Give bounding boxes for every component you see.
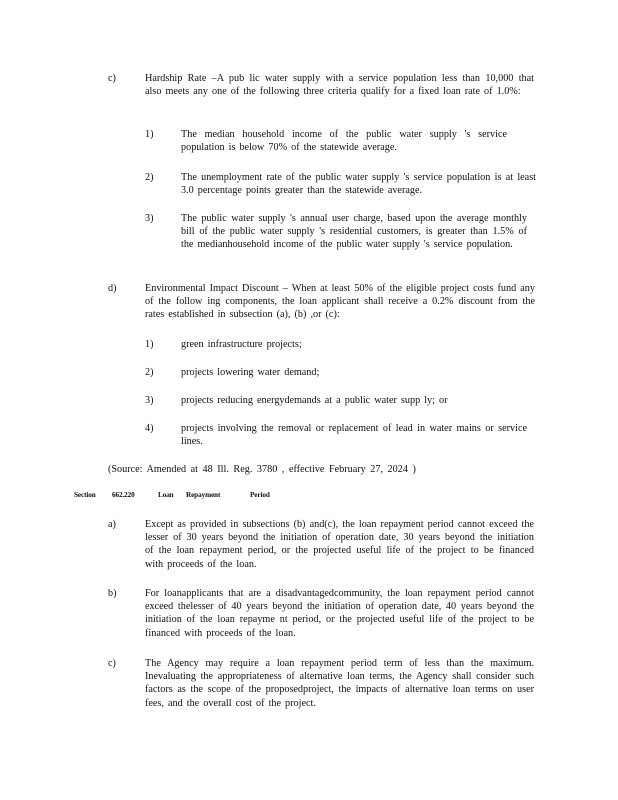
subitem-marker-c2: 2) (145, 172, 154, 183)
repayment-marker-b: b) (108, 588, 117, 599)
subitem-marker-d3: 3) (145, 395, 154, 406)
repayment-marker-a: a) (108, 519, 116, 530)
subitem-marker-c1: 1) (145, 129, 154, 140)
discount-component-water-demand: projects lowering water demand; (181, 367, 320, 378)
section-title-word-2: Repayment (186, 491, 221, 499)
section-title-word-3: Period (250, 491, 270, 499)
subitem-marker-d1: 1) (145, 339, 154, 350)
item-marker-c: c) (108, 73, 116, 84)
section-title-word-1: Loan (158, 491, 174, 499)
discount-component-lead-removal: projects involving the removal or replacement of lead in water mains or service lines. (181, 423, 527, 448)
hardship-criterion-unemployment: The unemployment rate of the public water supply 's service population is at least 3.0 percentage points greater than the statewide average. (181, 172, 536, 197)
discount-component-energy-demands: projects reducing energydemands at a public water supp ly; or (181, 395, 448, 406)
environmental-discount-paragraph: Environmental Impact Discount – When at least 50% of the eligible project costs fund any of the follow ing components, the loan applicant shall receive a 0.2% discount from the rates established in subsection (a), (b) ,or (c): (145, 283, 535, 321)
item-marker-d: d) (108, 283, 117, 294)
repayment-marker-c: c) (108, 658, 116, 669)
subitem-marker-d4: 4) (145, 423, 154, 434)
hardship-criterion-user-charge: The public water supply 's annual user charge, based upon the average monthly bill of the public water supply 's residential customers, is greater than 1.5% of the medianhousehold income of the public water supply 's service population. (181, 213, 527, 251)
section-number: 662.220 (112, 491, 135, 499)
hardship-criterion-income: The median household income of the public water supply 's service population is below 70% of the statewide average. (181, 129, 507, 154)
subitem-marker-c3: 3) (145, 213, 154, 224)
hardship-rate-paragraph: Hardship Rate –A pub lic water supply with a service population less than 10,000 that also meets any one of the following three criteria qualify for a fixed loan rate of 1.0%: (145, 73, 534, 98)
discount-component-green-infrastructure: green infrastructure projects; (181, 339, 302, 350)
section-label: Section (74, 491, 96, 499)
repayment-paragraph-a: Except as provided in subsections (b) and(c), the loan repayment period cannot exceed the lesser of 30 years beyond the initiation of operation date, 30 years beyond the initiation of the loan repayment period, or the projected useful life of the project to be financed with proceeds of the loan. (145, 519, 534, 570)
repayment-paragraph-c: The Agency may require a loan repayment period term of less than the maximum. Inevaluating the appropriateness of alternative loan terms, the Agency shall consider such factors as the scope of the proposedproject, the impacts of alternative loan terms on user fees, and the overall cost of the project. (145, 658, 534, 709)
source-note: (Source: Amended at 48 Ill. Reg. 3780 , effective February 27, 2024 ) (108, 464, 416, 475)
subitem-marker-d2: 2) (145, 367, 154, 378)
repayment-paragraph-b: For loanapplicants that are a disadvantagedcommunity, the loan repayment period cannot exceed thelesser of 40 years beyond the initiation of operation date, 40 years beyond the initiation of the loan repayme nt period, or the projected useful life of the project to be financed with proceeds of the loan. (145, 588, 534, 639)
